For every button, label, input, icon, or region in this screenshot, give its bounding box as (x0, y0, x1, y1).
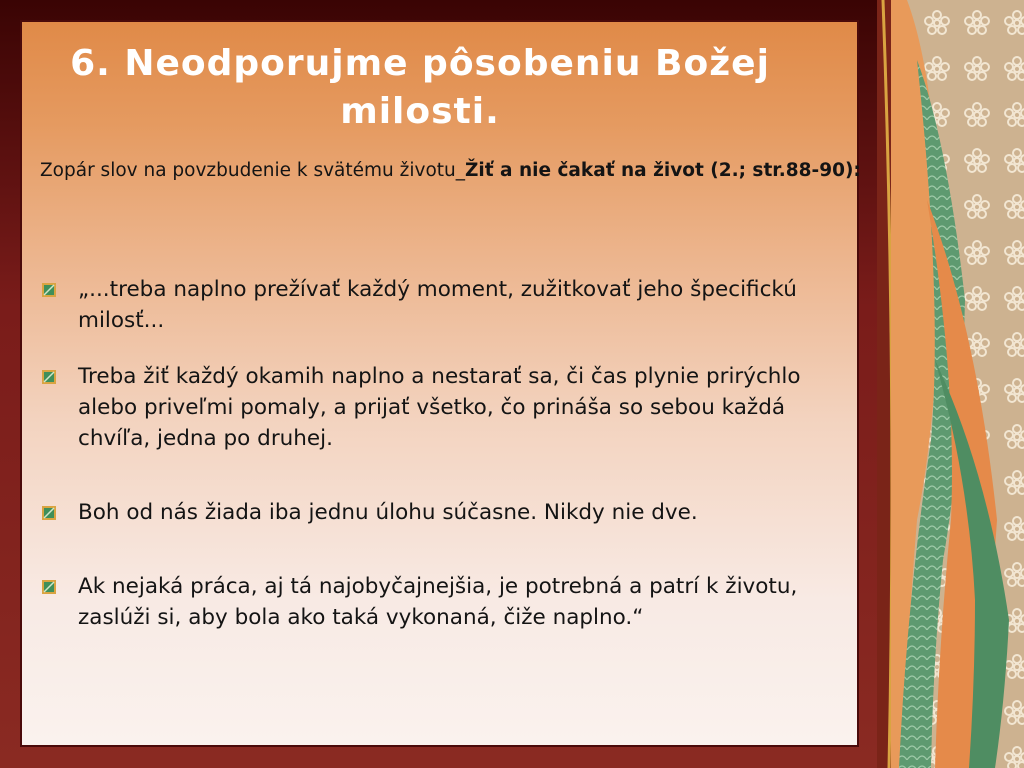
list-item (40, 571, 850, 633)
slide-title-line-2: milosti. (340, 91, 500, 132)
list-item (40, 274, 850, 336)
square-bullet-icon (42, 506, 56, 520)
intro-book-reference: Žiť a nie čakať na život (2.; str.88-90): (465, 160, 861, 181)
square-bullet-icon (42, 370, 56, 384)
list-item (40, 497, 850, 528)
slide-title (40, 40, 800, 136)
square-bullet-icon (42, 580, 56, 594)
list-item (40, 361, 850, 454)
square-bullet-icon (42, 283, 56, 297)
bullet-text: Treba žiť každý okamih naplno a nestarať sa, či čas plynie prirýchlo alebo priveľmi pomaly, a prijať všetko, čo prináša so sebou každá chvíľa, jedna po druhej. (78, 364, 801, 451)
bullet-list (40, 274, 850, 633)
bullet-text: Boh od nás žiada iba jednu úlohu súčasne. Nikdy nie dve. (78, 500, 698, 525)
intro-text (40, 157, 890, 184)
bullet-text: Ak nejaká práca, aj tá najobyčajnejšia, je potrebná a patrí k životu, zaslúži si, aby bola ako taká vykonaná, čiže naplno.“ (78, 574, 798, 630)
slide-title-line-1: 6. Neodporujme pôsobeniu Božej (70, 43, 770, 84)
bullet-text: „...treba naplno prežívať každý moment, zužitkovať jeho špecifickú milosť... (78, 277, 797, 333)
intro-prefix: Zopár slov na povzbudenie k svätému životu_ (40, 160, 465, 181)
decorative-side-panel (877, 0, 1024, 768)
